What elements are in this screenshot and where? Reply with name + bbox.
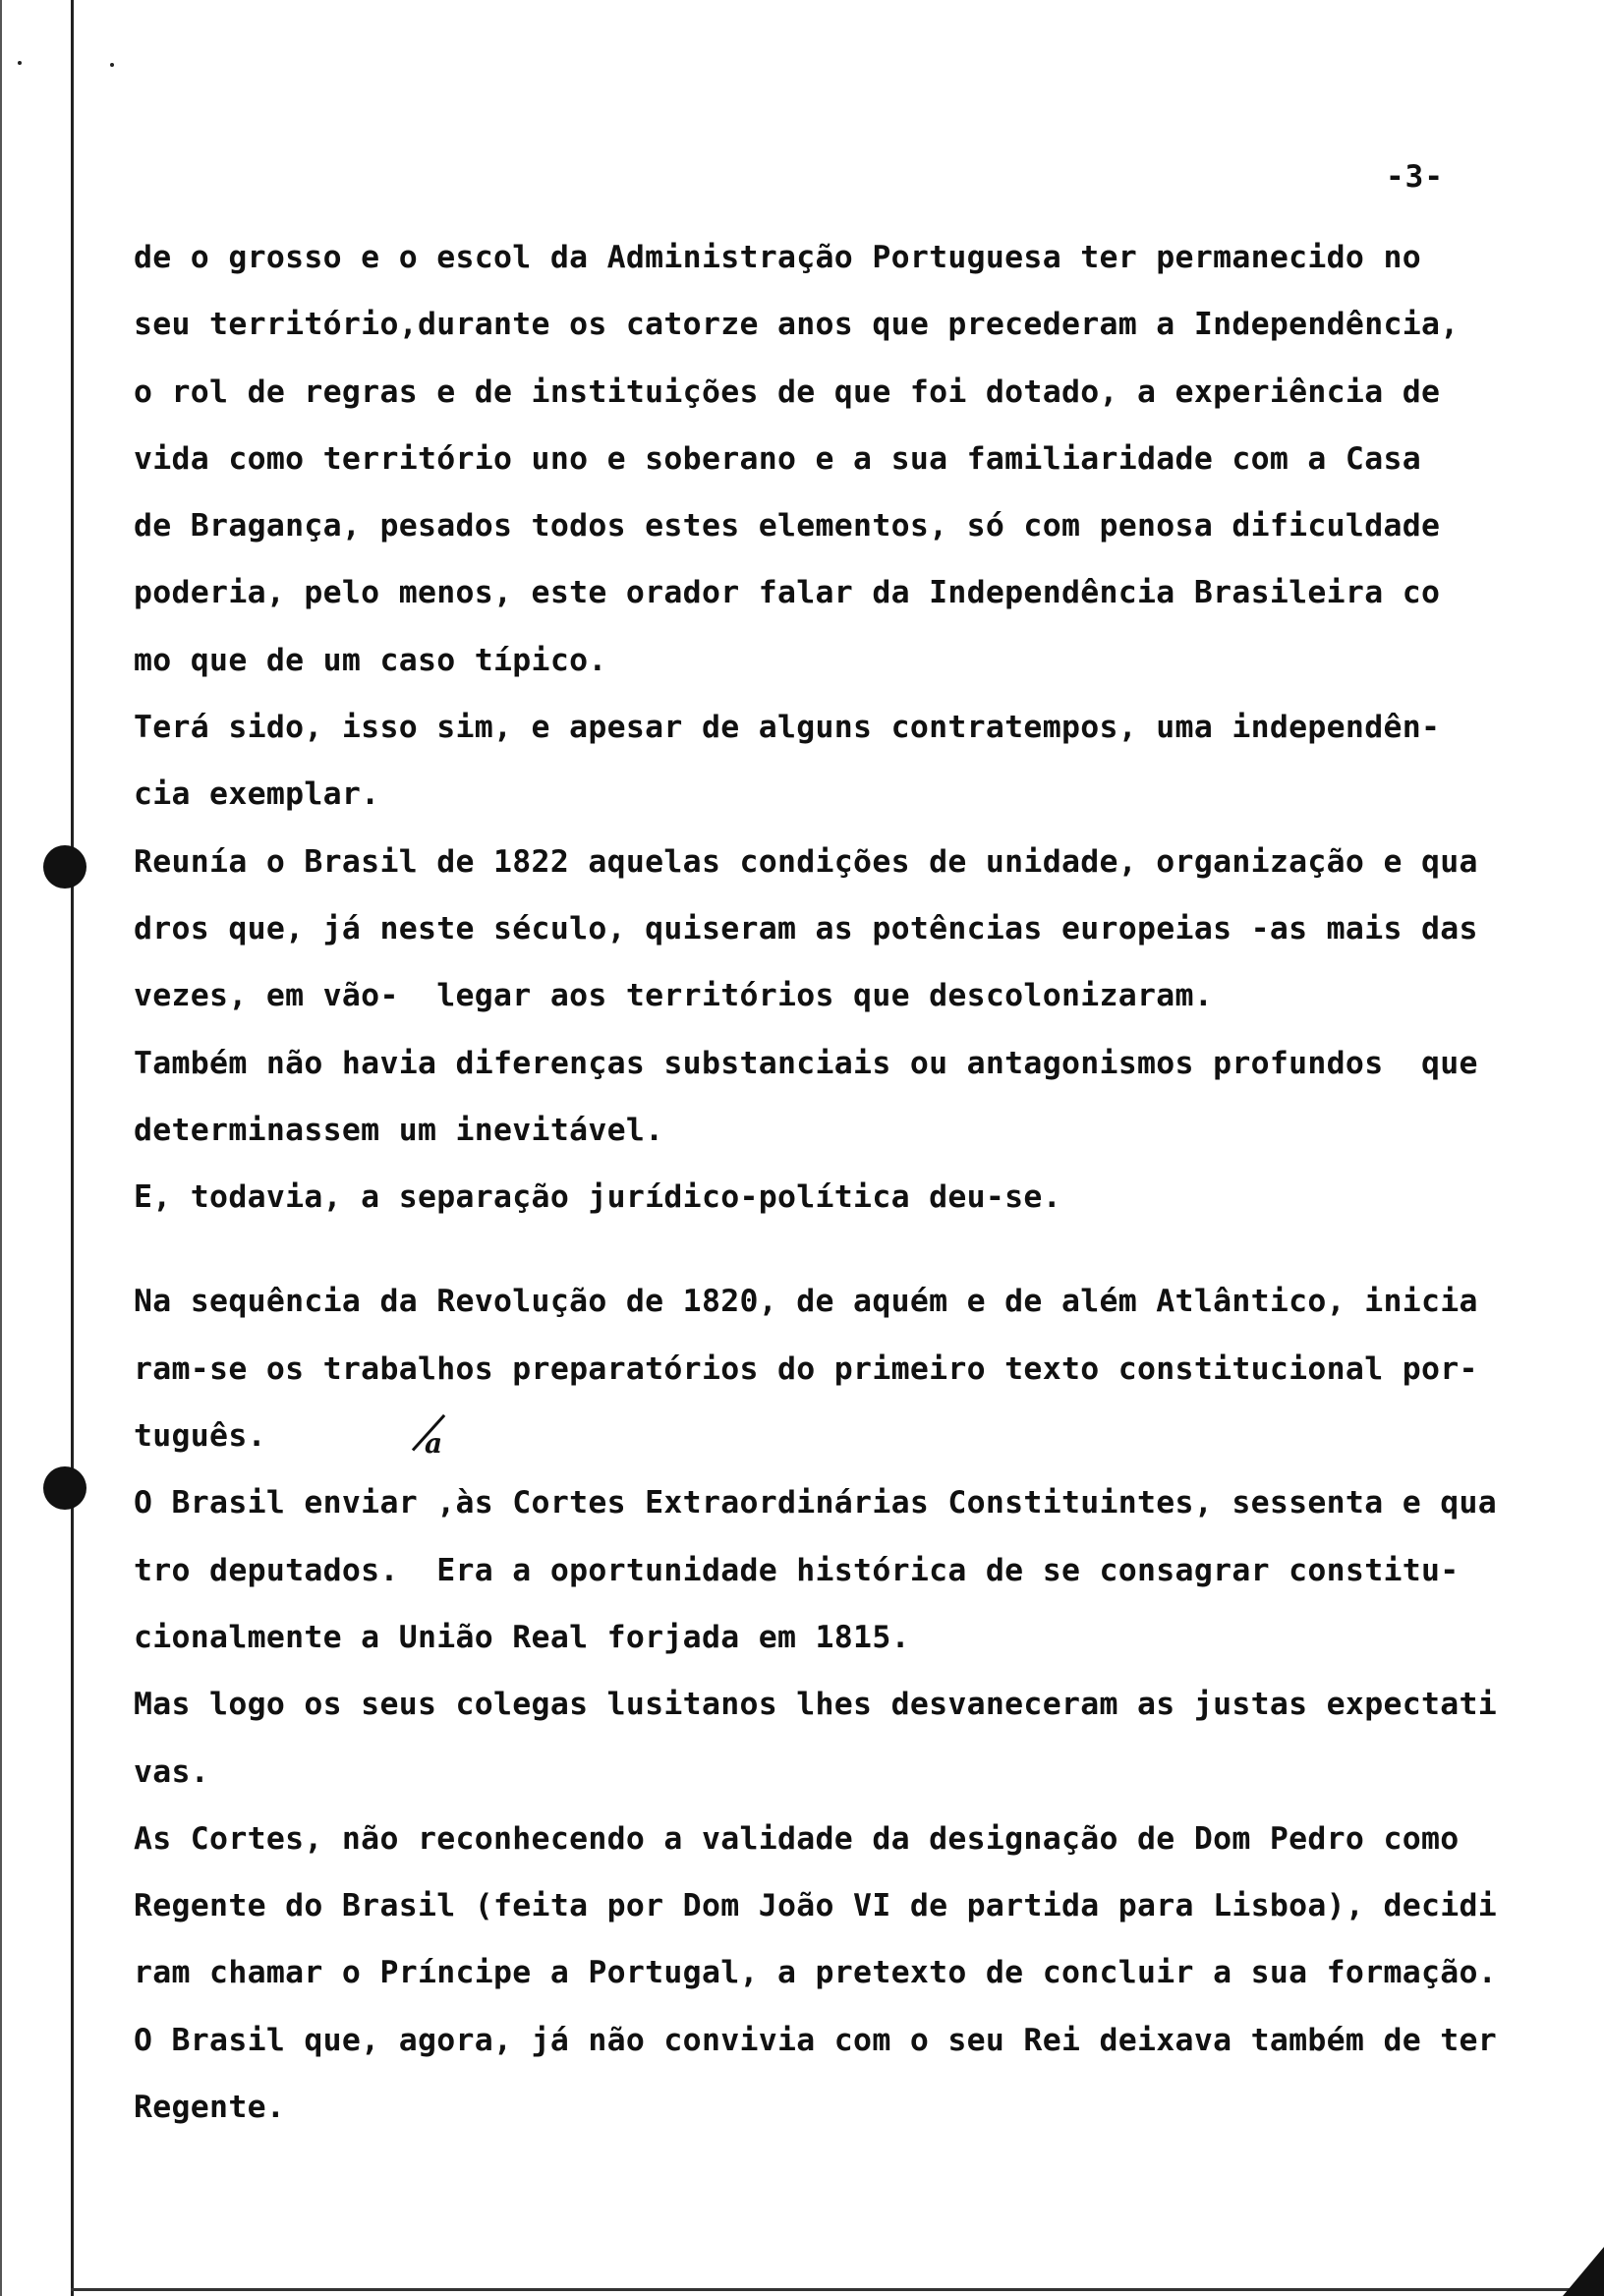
bottom-rule <box>71 2288 1604 2291</box>
text-line: dros que, já neste século, quiseram as potências europeias -as mais das <box>134 910 1478 947</box>
text-line: determinassem um inevitável. <box>134 1112 664 1148</box>
text-line: tuguês. <box>134 1418 266 1455</box>
text-line: de o grosso e o escol da Administração Portuguesa ter permanecido no <box>134 240 1421 275</box>
text-line: Na sequência da Revolução de 1820, de aquém e de além Atlântico, inicia <box>134 1284 1478 1320</box>
page-number: -3- <box>1386 159 1444 195</box>
text-line: vida como território uno e soberano e a sua familiaridade com a Casa <box>134 440 1421 477</box>
text-line: vezes, em vão- legar aos territórios que descolonizaram. <box>134 978 1214 1014</box>
text-line: cia exemplar. <box>134 776 380 813</box>
text-line: Mas logo os seus colegas lusitanos lhes desvaneceram as justas expectati <box>134 1687 1498 1723</box>
scan-left-edge <box>0 0 2 2296</box>
text-line: poderia, pelo menos, este orador falar da Independência Brasileira co <box>134 575 1441 611</box>
text-line: O Brasil enviar ,às Cortes Extraordinárias Constituintes, sessenta e qua <box>134 1485 1498 1521</box>
text-line: de Bragança, pesados todos estes elementos, só com penosa dificuldade <box>134 508 1441 545</box>
punch-hole <box>43 845 86 889</box>
text-line: Regente do Brasil (feita por Dom João VI de partida para Lisboa), decidi <box>134 1888 1498 1924</box>
text-line: tro deputados. Era a oportunidade histórica de se consagrar constitu- <box>134 1552 1460 1588</box>
text-line: Regente. <box>134 2090 286 2126</box>
text-line: O Brasil que, agora, já não convivia com o seu Rei deixava também de ter <box>134 2022 1498 2058</box>
text-line: vas. <box>134 1753 210 1790</box>
text-line: Também não havia diferenças substanciais ou antagonismos profundos que <box>134 1045 1478 1081</box>
text-line: Terá sido, isso sim, e apesar de alguns contratempos, uma independên- <box>134 710 1441 746</box>
text-line: mo que de um caso típico. <box>134 642 607 678</box>
text-line: seu território,durante os catorze anos que precederam a Independência, <box>134 307 1460 343</box>
text-line: cionalmente a União Real forjada em 1815. <box>134 1619 910 1655</box>
text-line: Reunía o Brasil de 1822 aquelas condições de unidade, organização e qua <box>134 843 1478 880</box>
text-line: As Cortes, não reconhecendo a validade da designação de Dom Pedro como <box>134 1820 1460 1857</box>
punch-hole <box>43 1466 86 1510</box>
paragraph <box>134 224 1569 1231</box>
text-line: E, todavia, a separação jurídico-política deu-se. <box>134 1179 1061 1216</box>
margin-rule <box>71 0 74 2296</box>
text-line: ram-se os trabalhos preparatórios do primeiro texto constitucional por- <box>134 1350 1478 1387</box>
text-line: ram chamar o Príncipe a Portugal, a pretexto de concluir a sua formação. <box>134 1955 1498 1991</box>
corner-mark <box>1563 2247 1604 2296</box>
scan-speck <box>110 63 114 67</box>
scan-speck <box>18 61 22 65</box>
handwritten-insert: a <box>425 1427 443 1460</box>
paragraph-gap <box>134 1231 1569 1268</box>
body-text <box>134 224 1569 2141</box>
paragraph <box>134 1268 1569 2141</box>
text-line: o rol de regras e de instituições de que foi dotado, a experiência de <box>134 373 1441 410</box>
